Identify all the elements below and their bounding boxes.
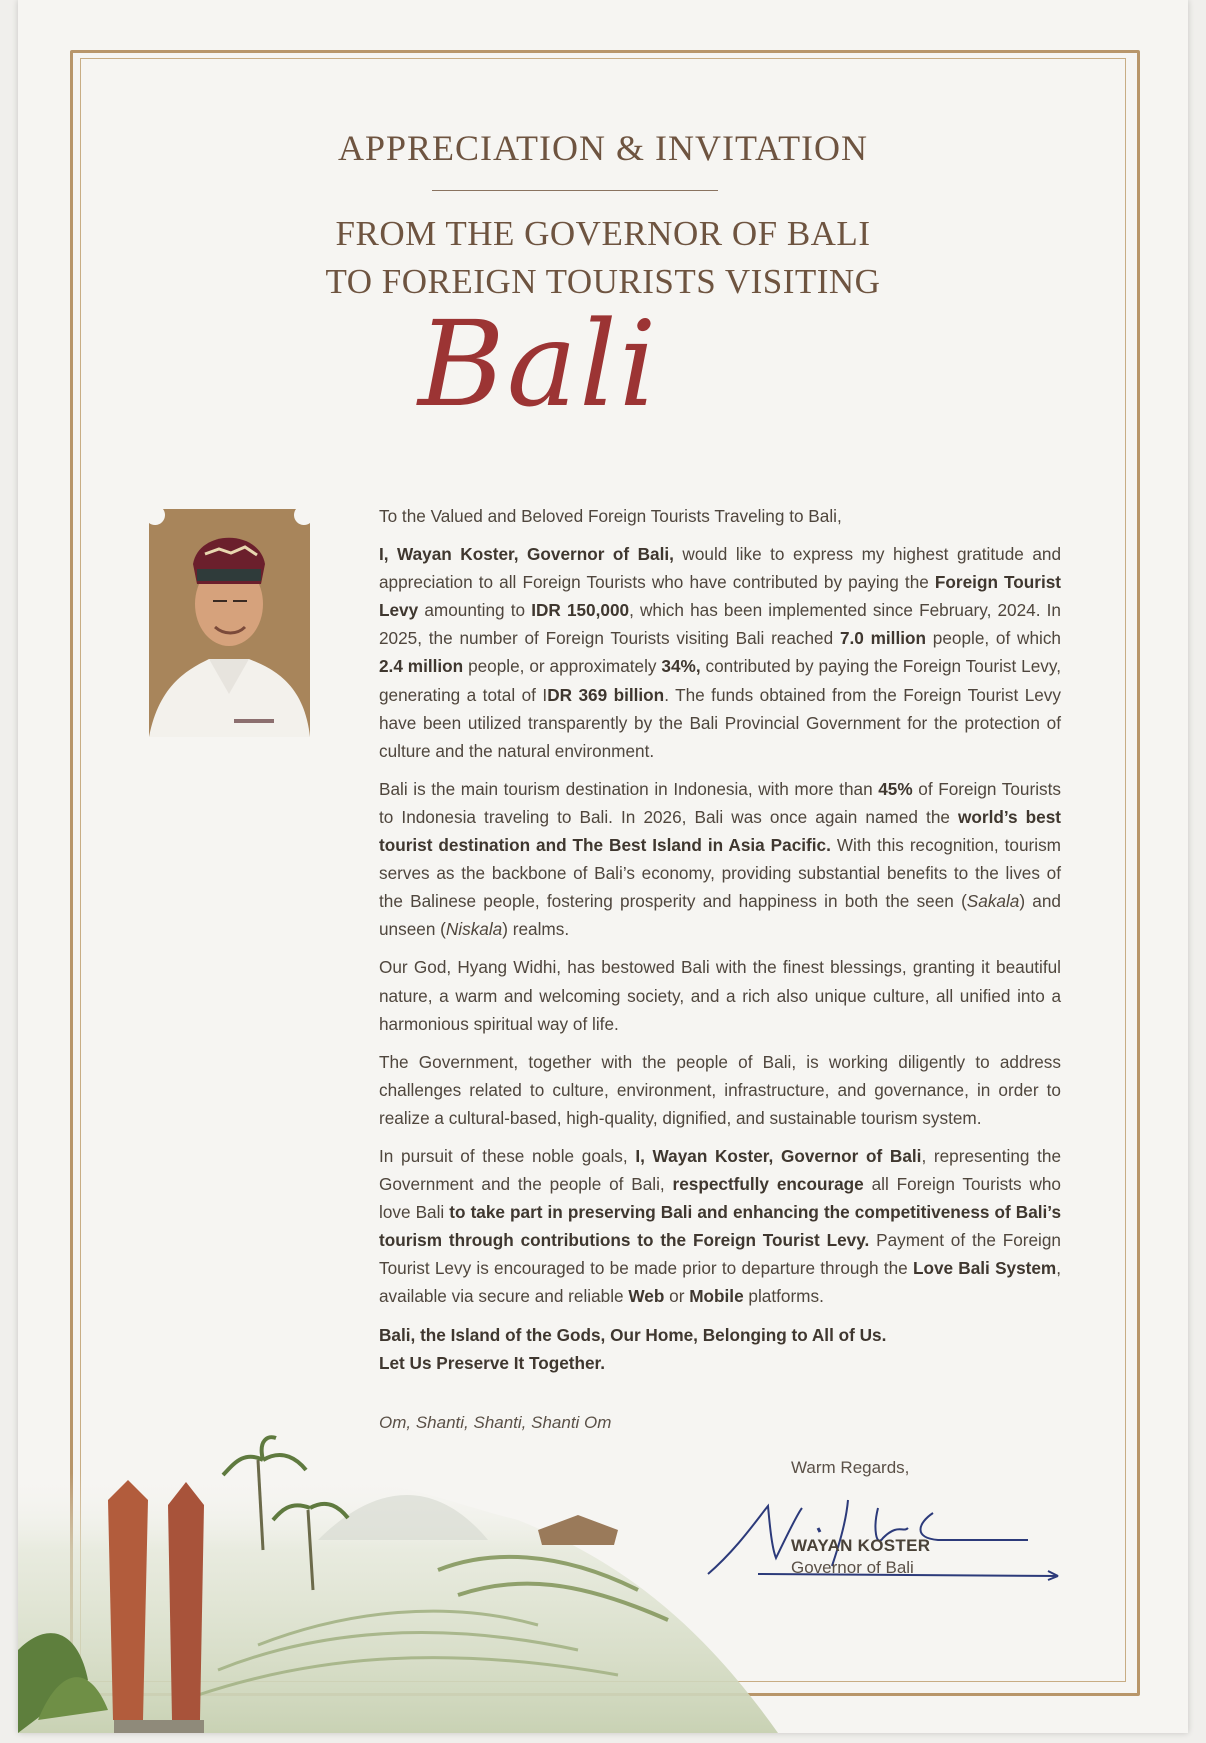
salutation: To the Valued and Beloved Foreign Tourists Traveling to Bali, xyxy=(379,506,842,526)
text-run: 34%, xyxy=(661,656,701,677)
text-run: Payment of the Foreign Tourist Levy is encouraged to be made prior to departure through the xyxy=(379,1230,1061,1279)
signoff-regards: Warm Regards, xyxy=(791,1458,910,1477)
heading-appreciation: APPRECIATION & INVITATION xyxy=(337,128,869,168)
text-run: 2.4 million xyxy=(379,656,464,677)
text-run: or xyxy=(664,1286,690,1307)
paragraph-government: The Government, together with the people of Bali, is working diligently to address challenges related to culture, environment, infrastructure, and governance, in order to realize a cultural-based, high-quality, dignified, and sustainable tourism system. xyxy=(379,1051,1061,1128)
blessing-line: Om, Shanti, Shanti, Shanti Om xyxy=(379,1413,612,1432)
text-run: , which has been implemented since February, 2024. In 2025, the number of Foreign Tourists visiting Bali reached xyxy=(379,600,1061,649)
text-run: of Foreign Tourists to Indonesia traveling to Bali. In 2026, Bali was once again named the xyxy=(379,778,1061,827)
text-run: people, of which xyxy=(926,628,1061,649)
governor-portrait xyxy=(149,509,310,737)
letter-page xyxy=(18,0,1188,1733)
signatory-name: WAYAN KOSTER xyxy=(791,1536,931,1555)
text-run: 7.0 million xyxy=(839,628,926,649)
text-run: platforms. xyxy=(743,1286,824,1307)
text-run: I, Wayan Koster, Governor of Bali, xyxy=(379,544,674,565)
text-run: Foreign Tourist Levy xyxy=(379,572,1061,621)
text-run: people, or approximately xyxy=(463,656,662,677)
text-run: Love Bali System xyxy=(912,1258,1057,1279)
paragraph-blessings: Our God, Hyang Widhi, has bestowed Bali with the finest blessings, granting it beautiful nature, a warm and welcoming society, and a rich also unique culture, all unified into a harmonious spiritual way of life. xyxy=(379,957,1061,1034)
text-run: to take part in preserving Bali and enhancing the competitiveness of Bali’s tourism through contributions to the Foreign Tourist Levy. xyxy=(379,1202,1061,1251)
text-run: I, Wayan Koster, Governor of Bali xyxy=(635,1145,922,1166)
rice-terrace-illustration xyxy=(18,1420,778,1733)
text-run: Sakala xyxy=(966,891,1020,912)
closing-line-2: Let Us Preserve It Together. xyxy=(379,1352,606,1373)
signatory-title: Governor of Bali xyxy=(791,1558,914,1577)
heading-divider xyxy=(432,190,718,191)
letter-body xyxy=(379,502,1061,1387)
text-run: amounting to xyxy=(418,600,532,621)
script-title-bali: Bali xyxy=(418,295,659,433)
text-run: IDR 150,000 xyxy=(531,600,630,621)
text-run: Niskala xyxy=(445,919,503,940)
text-run: Bali is the main tourism destination in Indonesia, with more than xyxy=(379,778,879,799)
text-run: world’s best tourist destination and The Best Island in Asia Pacific. xyxy=(379,806,1061,856)
text-run: ) realms. xyxy=(502,919,570,940)
closing-statement xyxy=(379,1321,1061,1377)
paragraph-gratitude xyxy=(379,540,1061,765)
heading-line-3: TO FOREIGN TOURISTS VISITING xyxy=(325,262,881,301)
closing-line-1: Bali, the Island of the Gods, Our Home, Belonging to All of Us. xyxy=(379,1324,887,1345)
paragraph-encourage xyxy=(379,1142,1061,1311)
heading-from-governor xyxy=(18,210,1188,306)
text-run: . The funds obtained from the Foreign Tourist Levy have been utilized transparently by the Bali Provincial Government for the protection of culture and the natural environment. xyxy=(379,684,1061,761)
text-run: contributed by paying the Foreign Tourist Levy, generating a total of I xyxy=(379,656,1061,705)
text-run: would like to express my highest gratitude and appreciation to all Foreign Tourists who have contributed by paying the xyxy=(379,544,1061,593)
text-run: Web xyxy=(628,1286,665,1307)
text-run: , representing the Government and the people of Bali, xyxy=(379,1145,1062,1195)
text-run: Mobile xyxy=(689,1286,744,1307)
text-run: With this recognition, tourism serves as the backbone of Bali’s economy, providing substantial benefits to the lives of the Balinese people, fostering prosperity and happiness in both the seen ( xyxy=(379,835,1061,912)
text-run: DR 369 billion xyxy=(547,684,665,705)
heading-line-2: FROM THE GOVERNOR OF BALI xyxy=(335,214,871,253)
text-run: In pursuit of these noble goals, xyxy=(379,1145,636,1166)
text-run: all Foreign Tourists who love Bali xyxy=(379,1174,1061,1223)
text-run: ) and unseen ( xyxy=(379,891,1061,940)
text-run: 45% xyxy=(878,778,913,799)
paragraph-destination xyxy=(379,775,1061,944)
text-run: respectfully encourage xyxy=(672,1174,864,1195)
text-run: , available via secure and reliable xyxy=(379,1258,1061,1307)
